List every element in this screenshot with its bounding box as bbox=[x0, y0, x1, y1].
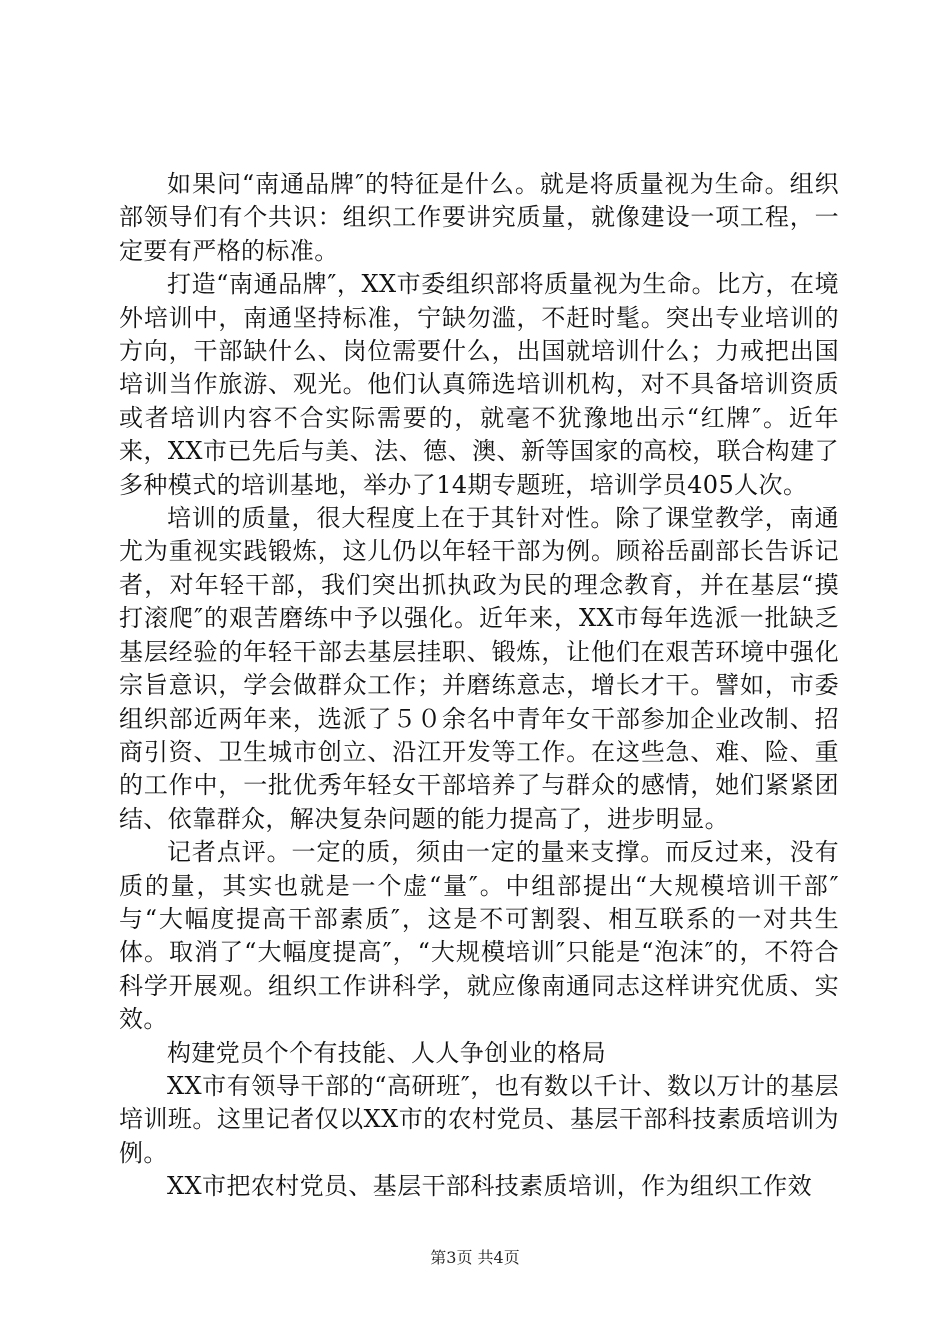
document-body bbox=[119, 168, 839, 1204]
paragraph-4: 记者点评。一定的质，须由一定的量来支撑。而反过来，没有质的量，其实也就是一个虚“量″。中组部提出“大规模培训干部″与“大幅度提高干部素质″，这是不可割裂、相互联系的一对共生体。取消了“大幅度提高″，“大规模培训″只能是“泡沫″的，不符合科学开展观。组织工作讲科学，就应像南通同志这样讲究优质、实效。 bbox=[119, 838, 839, 1034]
paragraph-3: 培训的质量，很大程度上在于其针对性。除了课堂教学，南通尤为重视实践锻炼，这儿仍以年轻干部为例。顾裕岳副部长告诉记者，对年轻干部，我们突出抓执政为民的理念教育，并在基层“摸打滚爬″的艰苦磨练中予以强化。近年来，XX市每年选派一批缺乏基层经验的年轻干部去基层挂职、锻炼，让他们在艰苦环境中强化宗旨意识，学会做群众工作；并磨练意志，增长才干。譬如，市委组织部近两年来，选派了５０余名中青年女干部参加企业改制、招商引资、卫生城市创立、沿江开发等工作。在这些急、难、险、重的工作中，一批优秀年轻女干部培养了与群众的感情，她们紧紧团结、依靠群众，解决复杂问题的能力提高了，进步明显。 bbox=[119, 504, 839, 833]
paragraph-1: 如果问“南通品牌″的特征是什么。就是将质量视为生命。组织部领导们有个共识：组织工作要讲究质量，就像建设一项工程，一定要有严格的标准。 bbox=[119, 170, 839, 265]
paragraph-2: 打造“南通品牌″，XX市委组织部将质量视为生命。比方，在境外培训中，南通坚持标准，宁缺勿滥，不赶时髦。突出专业培训的方向，干部缺什么、岗位需要什么，出国就培训什么；力戒把出国培训当作旅游、观光。他们认真筛选培训机构，对不具备培训资质或者培训内容不合实际需要的，就毫不犹豫地出示“红牌″。近年来，XX市已先后与美、法、德、澳、新等国家的高校，联合构建了多种模式的培训基地，举办了14期专题班，培训学员405人次。 bbox=[119, 270, 839, 499]
page-footer: 第3页 共4页 bbox=[430, 1248, 520, 1267]
paragraph-5: XX市有领导干部的“高研班″，也有数以千计、数以万计的基层培训班。这里记者仅以XX市的农村党员、基层干部科技素质培训为例。 bbox=[119, 1071, 839, 1167]
paragraph-6: XX市把农村党员、基层干部科技素质培训，作为组织工作效 bbox=[167, 1172, 812, 1201]
section-heading: 构建党员个个有技能、人人争创业的格局 bbox=[167, 1038, 607, 1067]
